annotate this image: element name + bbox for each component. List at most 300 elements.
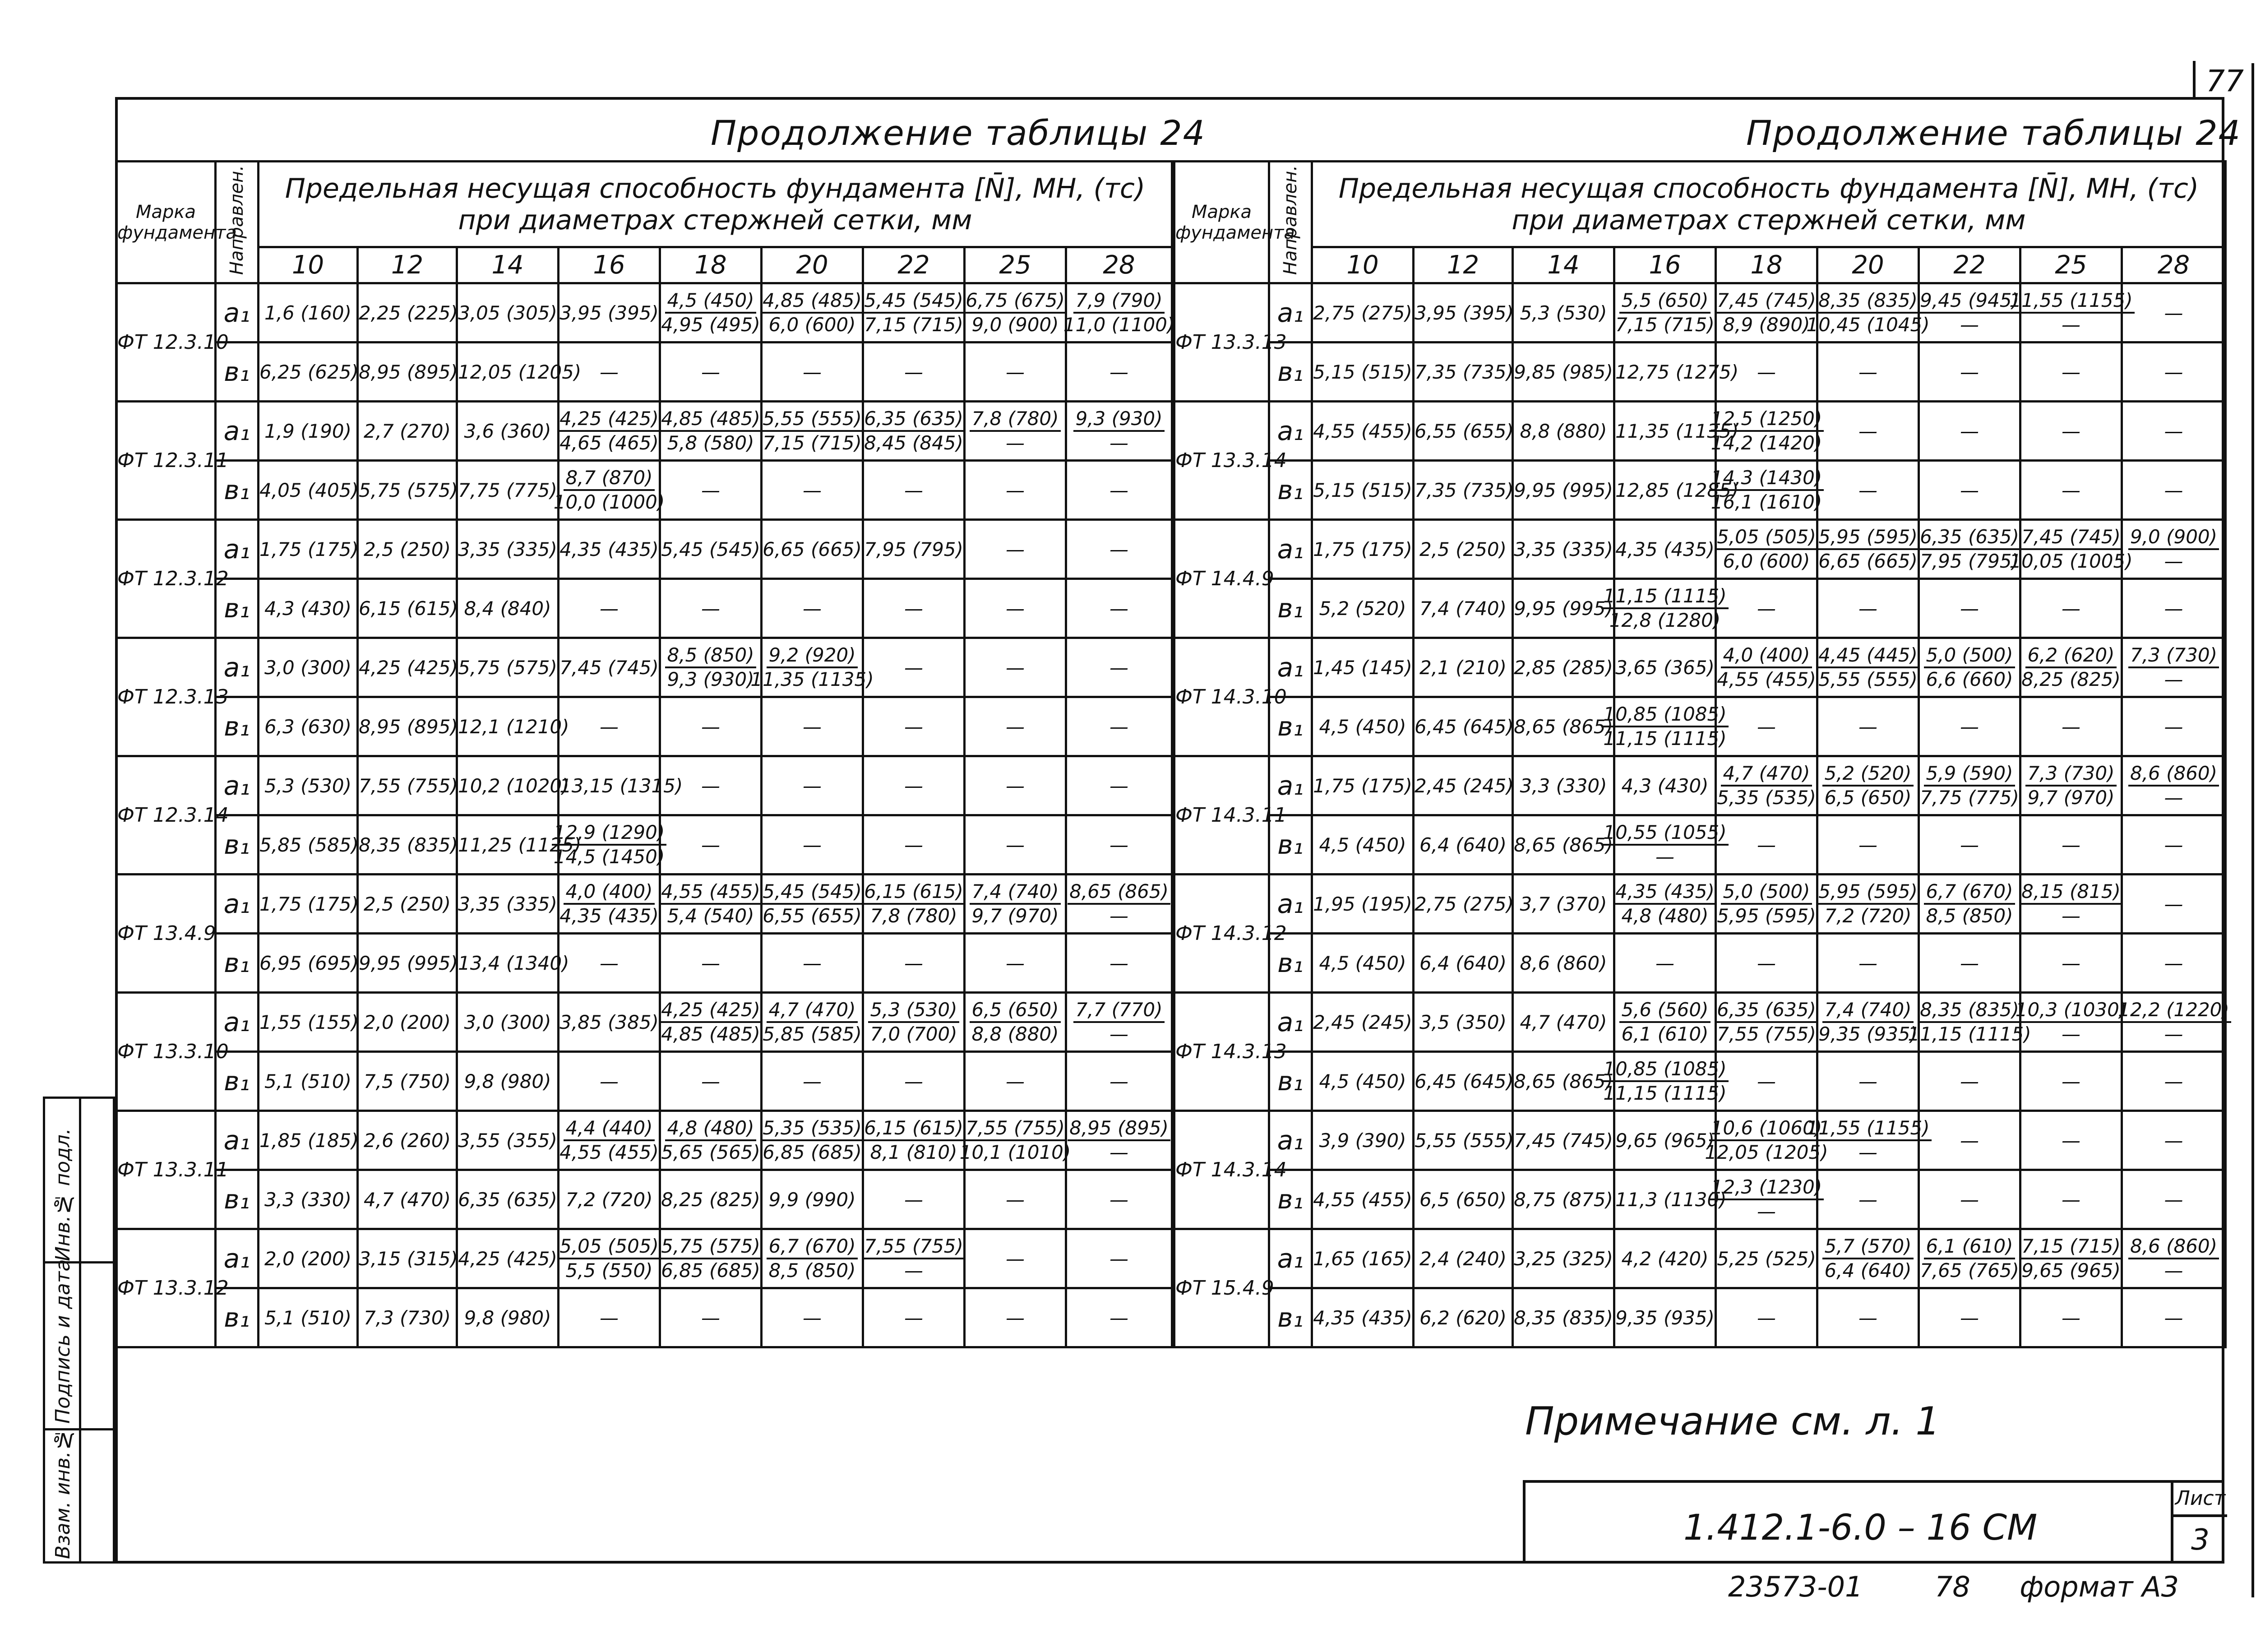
- capacity-cell: [1806, 1111, 1930, 1170]
- capacity-cell: [863, 697, 965, 756]
- capacity-value-bottom: 8,8 (880): [971, 1023, 1059, 1045]
- capacity-value-top: 6,7 (670): [767, 1235, 857, 1259]
- capacity-cell: [965, 993, 1066, 1052]
- capacity-cell: [1312, 579, 1414, 638]
- direction-label: в₁: [216, 342, 259, 402]
- capacity-value: —: [1006, 479, 1025, 501]
- capacity-value: 2,45 (245): [1313, 1011, 1412, 1033]
- capacity-value: —: [2062, 1129, 2080, 1152]
- capacity-cell: [259, 461, 358, 520]
- capacity-value-top: 4,4 (440): [564, 1117, 654, 1141]
- capacity-cell: [1919, 638, 2020, 697]
- capacity-cell: [2020, 461, 2122, 520]
- capacity-cell: [863, 1170, 965, 1229]
- capacity-cell: [1414, 815, 1513, 875]
- capacity-cell: [1414, 520, 1513, 579]
- capacity-value-top: 8,35 (835): [1918, 999, 2021, 1023]
- capacity-value: —: [600, 715, 619, 738]
- capacity-value: —: [1960, 715, 1979, 738]
- foundation-mark: ФТ 14.4.9: [1174, 520, 1269, 638]
- capacity-value: —: [904, 774, 923, 797]
- capacity-cell: [2009, 283, 2133, 342]
- capacity-cell: [2020, 697, 2122, 756]
- capacity-cell: [2122, 1288, 2226, 1347]
- foundation-mark: ФТ 14.3.12: [1174, 875, 1269, 993]
- capacity-value-bottom: 4,95 (495): [661, 314, 760, 336]
- table-row: [116, 1111, 1172, 1170]
- capacity-value-bottom: 14,5 (1450): [553, 846, 665, 868]
- capacity-value-bottom: 10,0 (1000): [553, 491, 665, 513]
- capacity-value-top: 8,65 (865): [1068, 880, 1170, 905]
- capacity-cell: [1919, 520, 2020, 579]
- capacity-cell: [1806, 283, 1930, 342]
- side-label-inv: Инв.№ подл.: [51, 1128, 74, 1261]
- capacity-cell: [1312, 461, 1414, 520]
- capacity-cell: [1817, 993, 1919, 1052]
- page-number: 77: [2193, 61, 2254, 99]
- direction-label: в₁: [1269, 461, 1312, 520]
- capacity-cell: [762, 697, 863, 756]
- capacity-cell: [863, 1111, 965, 1170]
- capacity-cell: [457, 461, 559, 520]
- capacity-cell: [1817, 520, 1919, 579]
- capacity-value-top: 7,8 (780): [970, 407, 1060, 432]
- direction-label: в₁: [1269, 1288, 1312, 1347]
- side-stamp: [43, 1097, 115, 1564]
- capacity-cell: [1908, 993, 2031, 1052]
- capacity-value: 9,8 (980): [464, 1306, 551, 1329]
- capacity-cell: [1414, 1229, 1513, 1288]
- capacity-value: —: [2164, 361, 2183, 383]
- capacity-value: 6,95 (695): [259, 952, 359, 974]
- capacity-value: —: [904, 952, 923, 974]
- capacity-value: —: [1110, 1247, 1128, 1270]
- capacity-value: —: [904, 597, 923, 620]
- capacity-value-bottom: 7,2 (720): [1824, 905, 1912, 927]
- capacity-value: 2,0 (200): [363, 1011, 451, 1033]
- capacity-value: —: [1110, 361, 1128, 383]
- side-label-signature: Подпись и дата: [51, 1259, 74, 1424]
- capacity-cell: [1817, 875, 1919, 934]
- capacity-value: 3,65 (365): [1615, 656, 1715, 679]
- capacity-value: —: [1858, 1070, 1877, 1092]
- capacity-value-top: 11,55 (1155): [2007, 289, 2134, 314]
- capacity-value: —: [2164, 1129, 2183, 1152]
- capacity-value-bottom: 6,0 (600): [1723, 550, 1810, 572]
- capacity-cell: [1414, 283, 1513, 342]
- capacity-value-bottom: 8,5 (850): [1926, 905, 2013, 927]
- capacity-value: 5,2 (520): [1319, 597, 1406, 620]
- foundation-mark: ФТ 15.4.9: [1174, 1229, 1269, 1347]
- direction-label: в₁: [1269, 1052, 1312, 1111]
- capacity-cell: [259, 520, 358, 579]
- capacity-value: 4,2 (420): [1621, 1247, 1709, 1270]
- capacity-cell: [2020, 1288, 2122, 1347]
- capacity-cell: [1513, 342, 1614, 402]
- capacity-cell: [863, 875, 965, 934]
- capacity-cell: [358, 875, 457, 934]
- capacity-value: 3,55 (355): [458, 1129, 557, 1152]
- capacity-value-bottom: 6,5 (650): [1824, 787, 1912, 809]
- capacity-value-bottom: 5,65 (565): [661, 1141, 760, 1163]
- capacity-value: —: [2164, 893, 2183, 915]
- capacity-cell: [1414, 402, 1513, 461]
- capacity-value-top: 9,45 (945): [1918, 289, 2021, 314]
- capacity-value: 9,9 (990): [768, 1188, 856, 1211]
- capacity-value-top: 5,35 (535): [761, 1117, 864, 1141]
- capacity-value-bottom: 7,95 (795): [1920, 550, 2019, 572]
- sheet-cell: [2171, 1483, 2227, 1564]
- capacity-value: —: [1960, 1070, 1979, 1092]
- capacity-cell: [660, 1111, 762, 1170]
- capacity-cell: [1066, 993, 1172, 1052]
- direction-label: а₁: [1269, 520, 1312, 579]
- capacity-value-top: 4,25 (425): [659, 999, 762, 1023]
- capacity-cell: [1716, 934, 1817, 993]
- capacity-value: 4,55 (455): [1313, 1188, 1412, 1211]
- capacity-value-top: 10,85 (1085): [1601, 703, 1728, 727]
- capacity-cell: [762, 579, 863, 638]
- capacity-value: —: [1960, 361, 1979, 383]
- capacity-cell: [660, 461, 762, 520]
- capacity-cell: [965, 934, 1066, 993]
- capacity-cell: [1614, 756, 1716, 815]
- capacity-value-top: 5,95 (595): [1817, 526, 1919, 550]
- table-row: [116, 283, 1172, 342]
- capacity-cell: [660, 638, 762, 697]
- capacity-cell: [863, 934, 965, 993]
- capacity-value-bottom: —: [1655, 846, 1674, 868]
- capacity-cell: [1919, 934, 2020, 993]
- capacity-cell: [762, 875, 863, 934]
- capacity-cell: [559, 283, 660, 342]
- capacity-cell: [358, 520, 457, 579]
- capacity-value: —: [2164, 833, 2183, 856]
- capacity-value: 6,35 (635): [458, 1188, 557, 1211]
- capacity-value: —: [1757, 361, 1776, 383]
- capacity-cell: [559, 402, 660, 461]
- capacity-value-bottom: 11,0 (1100): [1063, 314, 1175, 336]
- capacity-cell: [1312, 934, 1414, 993]
- capacity-cell: [358, 579, 457, 638]
- capacity-cell: [1817, 579, 1919, 638]
- table-row: [116, 875, 1172, 934]
- capacity-value: —: [1006, 538, 1025, 560]
- table-right: [1173, 160, 2227, 1348]
- capacity-cell: [1312, 402, 1414, 461]
- capacity-value-top: 12,5 (1250): [1709, 407, 1824, 432]
- capacity-value: 13,4 (1340): [458, 952, 569, 974]
- capacity-cell: [1312, 815, 1414, 875]
- capacity-value-top: 5,0 (500): [1924, 644, 2015, 668]
- capacity-value: 4,5 (450): [1319, 715, 1406, 738]
- capacity-cell: [965, 697, 1066, 756]
- capacity-cell: [2122, 875, 2226, 934]
- capacity-value: —: [803, 715, 822, 738]
- capacity-cell: [1919, 1229, 2020, 1288]
- capacity-cell: [259, 283, 358, 342]
- capacity-value: —: [1110, 833, 1128, 856]
- direction-label: а₁: [1269, 756, 1312, 815]
- capacity-value: 7,4 (740): [1419, 597, 1507, 620]
- capacity-value: 2,5 (250): [363, 538, 451, 560]
- capacity-value-top: 5,45 (545): [862, 289, 965, 314]
- capacity-value-top: 7,4 (740): [1822, 999, 1913, 1023]
- table-row: [116, 993, 1172, 1052]
- capacity-cell: [457, 579, 559, 638]
- direction-label: в₁: [1269, 579, 1312, 638]
- direction-label: в₁: [216, 1052, 259, 1111]
- capacity-value-bottom: 4,55 (455): [559, 1141, 659, 1163]
- capacity-cell: [1312, 875, 1414, 934]
- capacity-value: —: [1006, 1188, 1025, 1211]
- capacity-value: 2,85 (285): [1514, 656, 1613, 679]
- capacity-value: 5,1 (510): [264, 1306, 352, 1329]
- capacity-cell: [1817, 1170, 1919, 1229]
- capacity-value: —: [803, 1306, 822, 1329]
- capacity-cell: [1066, 579, 1172, 638]
- capacity-value: —: [2062, 715, 2080, 738]
- table-row: [1174, 875, 2226, 934]
- capacity-cell: [559, 875, 660, 934]
- capacity-value-top: 6,15 (615): [862, 880, 965, 905]
- capacity-value-bottom: 11,15 (1115): [1603, 1082, 1727, 1104]
- capacity-header-line2: при диаметрах стержней сетки, мм: [458, 204, 972, 236]
- capacity-cell: [457, 697, 569, 756]
- capacity-cell: [2020, 342, 2122, 402]
- capacity-value: 5,3 (530): [1520, 301, 1607, 324]
- capacity-value-top: 7,3 (730): [2128, 644, 2219, 668]
- table-row: [1174, 1111, 2226, 1170]
- capacity-cell: [1614, 1111, 1716, 1170]
- capacity-value: 8,4 (840): [464, 597, 551, 620]
- capacity-value: —: [1006, 774, 1025, 797]
- capacity-value: —: [904, 833, 923, 856]
- capacity-value-bottom: —: [1110, 432, 1128, 454]
- capacity-cell: [2122, 342, 2226, 402]
- capacity-cell: [358, 461, 457, 520]
- capacity-cell: [1919, 875, 2020, 934]
- capacity-cell: [1919, 815, 2020, 875]
- capacity-cell: [660, 1229, 762, 1288]
- capacity-value: 8,35 (835): [1514, 1306, 1613, 1329]
- capacity-cell: [1614, 934, 1716, 993]
- capacity-cell: [2122, 756, 2226, 815]
- capacity-cell: [1066, 638, 1172, 697]
- capacity-value-bottom: —: [1110, 1023, 1128, 1045]
- capacity-value: 8,65 (865): [1514, 715, 1613, 738]
- capacity-value: —: [600, 952, 619, 974]
- capacity-value: 7,95 (795): [864, 538, 963, 560]
- capacity-cell: [1817, 815, 1919, 875]
- capacity-cell: [2122, 520, 2226, 579]
- capacity-cell: [1705, 1111, 1828, 1170]
- capacity-cell: [358, 638, 457, 697]
- capacity-value-top: 7,4 (740): [970, 880, 1060, 905]
- capacity-value-bottom: 7,15 (715): [1615, 314, 1715, 336]
- direction-label: а₁: [216, 638, 259, 697]
- capacity-value-bottom: 7,55 (755): [1717, 1023, 1816, 1045]
- capacity-cell: [1513, 638, 1614, 697]
- capacity-value: 8,8 (880): [1520, 420, 1607, 442]
- capacity-value: 9,65 (965): [1615, 1129, 1715, 1152]
- capacity-value-bottom: 6,4 (640): [1824, 1259, 1912, 1282]
- diameter-header: 10: [1312, 247, 1414, 283]
- capacity-cell: [863, 1229, 965, 1288]
- capacity-value-bottom: —: [2164, 1259, 2183, 1282]
- capacity-value-top: 7,7 (770): [1073, 999, 1164, 1023]
- capacity-value-bottom: 5,55 (555): [1818, 668, 1918, 690]
- capacity-value-top: 5,45 (545): [761, 880, 864, 905]
- table-row: [116, 461, 1172, 520]
- direction-label: в₁: [216, 1288, 259, 1347]
- capacity-value: —: [904, 1070, 923, 1092]
- capacity-value: —: [701, 1306, 720, 1329]
- capacity-cell: [660, 579, 762, 638]
- capacity-cell: [1716, 993, 1817, 1052]
- table-row: [116, 579, 1172, 638]
- mark-header: Марка фундамента: [1174, 162, 1269, 283]
- capacity-cell: [1513, 993, 1614, 1052]
- capacity-value-bottom: 10,1 (1010): [959, 1141, 1071, 1163]
- table-row: [1174, 1229, 2226, 1288]
- capacity-cell: [1919, 1111, 2020, 1170]
- capacity-cell: [457, 1170, 559, 1229]
- capacity-cell: [1414, 1170, 1513, 1229]
- capacity-cell: [1614, 283, 1716, 342]
- capacity-value-bottom: 7,75 (775): [1920, 787, 2019, 809]
- direction-header-label: Направлен.: [227, 165, 247, 275]
- capacity-cell: [762, 934, 863, 993]
- capacity-cell: [1817, 461, 1919, 520]
- capacity-cell: [1817, 934, 1919, 993]
- table-row: [1174, 342, 2226, 402]
- capacity-cell: [1312, 756, 1414, 815]
- capacity-value: —: [1006, 833, 1025, 856]
- capacity-cell: [358, 697, 457, 756]
- capacity-value-bottom: 12,05 (1205): [1705, 1141, 1828, 1163]
- direction-label: а₁: [216, 402, 259, 461]
- capacity-value: 8,95 (895): [359, 715, 458, 738]
- capacity-value: 5,25 (525): [1717, 1247, 1816, 1270]
- capacity-cell: [1710, 461, 1822, 520]
- continuation-title-right: Продолжение таблицы 24: [1746, 113, 2242, 153]
- capacity-value: 6,25 (625): [259, 361, 359, 383]
- table-row: [1174, 815, 2226, 875]
- capacity-cell: [1414, 934, 1513, 993]
- capacity-value: 4,25 (425): [458, 1247, 557, 1270]
- capacity-cell: [1513, 697, 1614, 756]
- capacity-cell: [863, 402, 965, 461]
- direction-label: а₁: [1269, 283, 1312, 342]
- capacity-value: —: [904, 1306, 923, 1329]
- direction-label: а₁: [1269, 638, 1312, 697]
- capacity-value: 2,75 (275): [1313, 301, 1412, 324]
- capacity-value-top: 7,9 (790): [1073, 289, 1164, 314]
- capacity-cell: [2122, 1111, 2226, 1170]
- capacity-value-top: 4,85 (485): [761, 289, 864, 314]
- capacity-cell: [1919, 283, 2020, 342]
- capacity-cell: [358, 402, 457, 461]
- capacity-cell: [1716, 815, 1817, 875]
- capacity-cell: [1066, 1170, 1172, 1229]
- capacity-cell: [1716, 1229, 1817, 1288]
- capacity-value: —: [803, 597, 822, 620]
- capacity-value: —: [701, 479, 720, 501]
- capacity-cell: [1066, 1288, 1172, 1347]
- capacity-value-bottom: 9,0 (900): [971, 314, 1059, 336]
- capacity-header-line1: Предельная несущая способность фундамента [N̄], МН, (тс): [285, 172, 1146, 204]
- direction-label: а₁: [216, 993, 259, 1052]
- capacity-cell: [762, 1229, 863, 1288]
- capacity-value: 4,25 (425): [359, 656, 458, 679]
- direction-label: а₁: [216, 520, 259, 579]
- capacity-cell: [660, 875, 762, 934]
- table-row: [116, 638, 1172, 697]
- capacity-value: —: [1006, 1070, 1025, 1092]
- capacity-cell: [2020, 934, 2122, 993]
- capacity-value: 3,35 (335): [1514, 538, 1613, 560]
- capacity-value: 3,9 (390): [1319, 1129, 1406, 1152]
- capacity-cell: [259, 579, 358, 638]
- capacity-value: —: [1960, 1129, 1979, 1152]
- capacity-value-top: 5,9 (590): [1924, 762, 2015, 787]
- capacity-cell: [1919, 756, 2020, 815]
- capacity-value: 8,65 (865): [1514, 1070, 1613, 1092]
- capacity-value-top: 8,6 (860): [2128, 1235, 2219, 1259]
- capacity-value: 5,55 (555): [1415, 1129, 1514, 1152]
- capacity-cell: [1716, 1052, 1817, 1111]
- capacity-value-top: 5,05 (505): [558, 1235, 661, 1259]
- capacity-value-bottom: 8,45 (845): [864, 432, 963, 454]
- foundation-mark: ФТ 14.3.13: [1174, 993, 1269, 1111]
- capacity-value: 7,35 (735): [1415, 479, 1514, 501]
- table-row: [116, 1052, 1172, 1111]
- capacity-cell: [762, 1170, 863, 1229]
- capacity-value: —: [2164, 952, 2183, 974]
- capacity-cell: [1066, 520, 1172, 579]
- capacity-value: —: [701, 833, 720, 856]
- capacity-cell: [863, 1288, 965, 1347]
- capacity-value-top: 9,3 (930): [1073, 407, 1164, 432]
- capacity-cell: [1414, 579, 1513, 638]
- capacity-cell: [559, 934, 660, 993]
- capacity-value: —: [803, 774, 822, 797]
- capacity-value-top: 4,0 (400): [1721, 644, 1812, 668]
- capacity-value: —: [803, 952, 822, 974]
- capacity-value-top: 4,25 (425): [558, 407, 661, 432]
- capacity-value: 9,95 (995): [359, 952, 458, 974]
- capacity-header: [259, 162, 1172, 247]
- capacity-cell: [863, 579, 965, 638]
- direction-label: в₁: [1269, 342, 1312, 402]
- capacity-value: —: [600, 1070, 619, 1092]
- sheet-number: 3: [2191, 1523, 2210, 1557]
- capacity-value: 7,3 (730): [363, 1306, 451, 1329]
- capacity-cell: [1513, 520, 1614, 579]
- capacity-cell: [762, 993, 863, 1052]
- capacity-value: —: [1006, 1247, 1025, 1270]
- capacity-cell: [259, 342, 358, 402]
- capacity-value: 3,3 (330): [264, 1188, 352, 1211]
- capacity-cell: [762, 520, 863, 579]
- capacity-value-top: 5,5 (650): [1619, 289, 1710, 314]
- capacity-value-bottom: —: [2164, 787, 2183, 809]
- capacity-value: 4,7 (470): [363, 1188, 451, 1211]
- capacity-value: —: [2062, 952, 2080, 974]
- capacity-value-bottom: 7,65 (765): [1920, 1259, 2019, 1282]
- capacity-value: —: [600, 597, 619, 620]
